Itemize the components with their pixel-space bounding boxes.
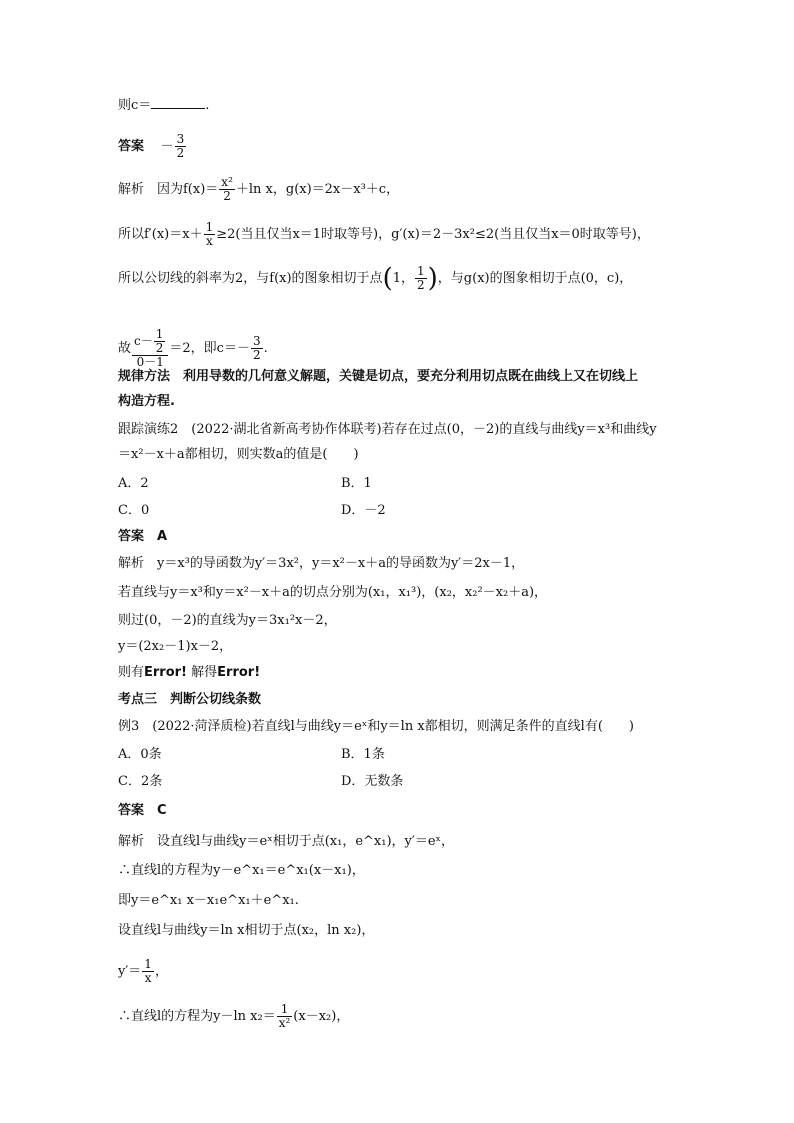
right-paren: ) <box>427 263 438 294</box>
answer-2 <box>118 528 167 546</box>
text: ≥2(当且仅当x＝1时取等号)，g′(x)＝2－3x²≤2(当且仅当x＝0时取等号)， <box>216 227 650 242</box>
analysis-3-line-1 <box>118 833 454 851</box>
text: 例3 (2022·菏泽质检)若直线l与曲线y＝eˣ和y＝ln x都相切，则满足条件的直线l有( ) <box>118 719 634 734</box>
analysis-line-4 <box>118 328 268 369</box>
text: . <box>263 341 268 356</box>
numerator: x² <box>221 175 233 189</box>
text: 则有 <box>118 665 145 680</box>
fraction <box>415 265 427 292</box>
analysis-line-2 <box>118 221 650 248</box>
text: ，与g(x)的图象相切于点(0，c)， <box>437 271 633 286</box>
analysis-3-line-5 <box>118 958 168 985</box>
method-note-2 <box>118 393 175 411</box>
text: 所以f′(x)＝x＋ <box>118 227 203 242</box>
answer-label: 答案 <box>118 139 145 154</box>
text: 解得 <box>191 665 218 680</box>
error-text: Error! <box>144 665 187 680</box>
text: 所以公切线的斜率为2，与f(x)的图象相切于点 <box>118 271 383 286</box>
denominator: 2 <box>155 341 164 355</box>
text: y′＝ <box>118 964 142 979</box>
text: ∴直线l的方程为y－e^x₁＝e^x₁(x－x₁)， <box>118 863 365 878</box>
analysis-line-3 <box>118 265 632 292</box>
numerator: 1 <box>205 220 214 234</box>
fraction <box>154 328 166 355</box>
text: 则过(0，－2)的直线为y＝3x₁²x－2， <box>118 613 337 628</box>
option-a <box>118 475 149 493</box>
compound-fraction <box>132 328 168 369</box>
answer-blank <box>151 96 205 109</box>
text: 若直线与y＝x³和y＝x²－x＋a的切点分别为(x₁，x₁³)，(x₂，x₂²－x₂＋a)， <box>118 585 548 600</box>
fraction <box>142 958 154 985</box>
left-paren: ( <box>382 263 393 294</box>
denominator: 2 <box>252 348 261 362</box>
text: c－ <box>134 334 153 348</box>
text: A．0条 <box>118 747 162 762</box>
fill-blank-line <box>118 96 209 115</box>
fraction <box>204 221 216 248</box>
option-b <box>341 475 372 493</box>
fraction <box>277 1003 293 1030</box>
text: － <box>160 139 174 154</box>
text: ＝2，即c＝－ <box>169 341 250 356</box>
denominator: 2 <box>417 278 425 292</box>
text: C．0 <box>118 503 150 518</box>
analysis-3-line-6 <box>118 1003 349 1030</box>
denominator: 0－1 <box>136 355 164 369</box>
option-3-c <box>118 773 162 791</box>
option-d <box>341 502 386 520</box>
practice-2-line-1 <box>118 421 657 439</box>
fraction <box>251 335 263 362</box>
denominator: x <box>144 971 152 985</box>
text: ＝x²－x＋a都相切，则实数a的值是( ) <box>118 447 359 462</box>
text: 即y＝e^x₁ x－x₁e^x₁＋e^x₁. <box>118 893 299 908</box>
analysis-3-line-3 <box>118 892 299 910</box>
fraction <box>175 133 187 160</box>
text: 故 <box>118 341 132 356</box>
section-title <box>118 691 261 709</box>
answer-1 <box>118 133 187 160</box>
text: ∴直线l的方程为y－ln x₂＝ <box>118 1009 276 1024</box>
numerator: 3 <box>252 334 261 348</box>
numerator: 1 <box>155 327 164 341</box>
example-3 <box>118 718 634 736</box>
text: 解析 y＝x³的导函数为y′＝3x²，y＝x²－x＋a的导函数为y′＝2x－1， <box>118 556 525 571</box>
answer-3 <box>118 802 167 820</box>
analysis-2-line-2 <box>118 584 547 602</box>
text: ， <box>154 964 168 979</box>
analysis-2-line-3 <box>118 612 337 630</box>
option-3-b <box>341 746 385 764</box>
denominator: x² <box>278 1016 291 1030</box>
numerator: 1 <box>144 957 152 971</box>
text: y＝(2x₂－1)x－2， <box>118 639 233 654</box>
text: 设直线l与曲线y＝ln x相切于点(x₂，ln x₂)， <box>118 923 375 938</box>
text: 则c＝ <box>118 98 152 113</box>
numerator: 1 <box>417 264 425 278</box>
text: 解析 设直线l与曲线y＝eˣ相切于点(x₁，e^x₁)，y′＝eˣ， <box>118 834 455 849</box>
text: (x－x₂)， <box>293 1009 350 1024</box>
analysis-1 <box>118 176 399 203</box>
text: B．1条 <box>341 747 385 762</box>
text: 构造方程. <box>118 394 175 409</box>
text: B．1 <box>341 476 372 491</box>
error-text: Error! <box>217 665 261 680</box>
text: C．2条 <box>118 774 163 789</box>
denominator: 2 <box>176 146 185 160</box>
numerator: 1 <box>277 1003 293 1017</box>
text: 答案 C <box>118 803 167 818</box>
text: 考点三 判断公切线条数 <box>118 692 262 707</box>
text: ＋ln x，g(x)＝2x－x³＋c， <box>235 182 400 197</box>
fraction <box>219 176 235 203</box>
denominator: 2 <box>223 189 231 203</box>
analysis-3-line-4 <box>118 922 374 940</box>
text: 规律方法 利用导数的几何意义解题，关键是切点，要充分利用切点既在曲线上又在切线上 <box>118 369 639 384</box>
option-3-a <box>118 746 162 764</box>
analysis-3-line-2 <box>118 862 365 880</box>
analysis-2-line-5 <box>118 664 260 682</box>
analysis-2-line-4 <box>118 638 232 656</box>
text: . <box>205 98 210 113</box>
text: 1， <box>392 271 414 286</box>
option-3-d <box>341 773 403 791</box>
option-c <box>118 502 149 520</box>
denominator: x <box>206 234 213 248</box>
text: D．－2 <box>341 503 386 518</box>
numerator <box>132 328 168 356</box>
text: 解析 因为f(x)＝ <box>118 182 219 197</box>
method-note-1 <box>118 368 638 386</box>
text: D．无数条 <box>341 774 404 789</box>
practice-2-line-2 <box>118 446 359 464</box>
text: A．2 <box>118 476 149 491</box>
text: 跟踪演练2 (2022·湖北省新高考协作体联考)若存在过点(0，－2)的直线与曲线y＝x³和曲线y <box>118 422 657 437</box>
analysis-2-line-1 <box>118 555 524 573</box>
text: 答案 A <box>118 529 168 544</box>
numerator: 3 <box>176 132 185 146</box>
